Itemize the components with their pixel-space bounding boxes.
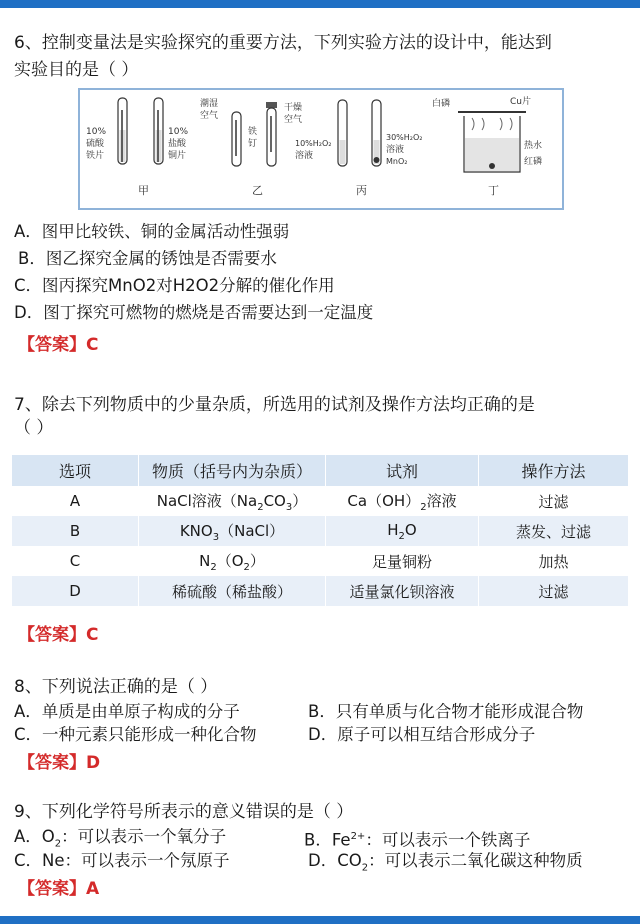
caption-bing: 丙 xyxy=(356,184,367,197)
label-bing-mno2: MnO₂ xyxy=(386,157,408,166)
cell-method: 过滤 xyxy=(479,576,629,606)
top-accent-bar xyxy=(0,0,640,8)
q9-stem: 9、下列化学符号所表示的意义错误的是（ ） xyxy=(14,802,354,822)
figure-jia xyxy=(86,98,188,197)
bottom-accent-bar xyxy=(0,916,640,924)
cell-option: D xyxy=(12,576,139,606)
cell-substance: $KNO_3(NaCl)$ xyxy=(139,516,326,546)
label-jia-acid: 10% xyxy=(86,127,107,137)
table-header-option: 选项 xyxy=(12,455,139,486)
q8-option-c: C．一种元素只能形成一种化合物 xyxy=(14,725,257,744)
q8-stem: 8、下列说法正确的是（ ） xyxy=(14,677,218,697)
cell-reagent: $Ca(OH)_2$溶液 xyxy=(326,486,479,516)
label-yi-humid: 潮湿 xyxy=(200,99,219,109)
q7-answer: 【答案】C xyxy=(18,625,99,645)
q8-answer: 【答案】D xyxy=(18,753,101,773)
label-bing-h2o2b: 30%H₂O₂ xyxy=(386,133,423,142)
q6-stem-line1: 6、控制变量法是实验探究的重要方法，下列实验方法的设计中，能达到 xyxy=(14,33,552,53)
label-yi-nail2: 钉 xyxy=(248,139,258,149)
table-row xyxy=(12,516,628,546)
label-jia-hcl2: 盐酸 xyxy=(168,139,187,149)
cell-reagent: 足量铜粉 xyxy=(326,546,479,576)
cell-method: 蒸发、过滤 xyxy=(479,516,629,546)
label-yi-air: 空气 xyxy=(200,111,219,121)
table-header-row xyxy=(12,455,628,486)
q9-option-a: A．$O_2$：可以表示一个氧分子 xyxy=(14,827,227,850)
q9-answer: 【答案】A xyxy=(18,879,100,899)
cell-substance: $N_2(O_2)$ xyxy=(139,546,326,576)
cell-method: 过滤 xyxy=(479,486,629,516)
label-ding-hot: 热水 xyxy=(524,141,543,151)
table-header-reagent: 试剂 xyxy=(326,455,479,486)
table-header-substance: 物质（括号内为杂质） xyxy=(139,455,326,486)
label-jia-acid2: 硫酸 xyxy=(86,139,105,149)
cell-method: 加热 xyxy=(479,546,629,576)
q6-experiment-figure xyxy=(78,88,564,210)
table-row xyxy=(12,576,628,606)
table-row xyxy=(12,546,628,576)
q9-option-c: C．Ne：可以表示一个氖原子 xyxy=(14,851,230,870)
q7-table xyxy=(12,455,628,606)
label-yi-dry: 干燥 xyxy=(284,103,303,113)
figure-yi xyxy=(200,97,302,197)
label-bing-sol: 溶液 xyxy=(295,151,314,161)
table-header-method: 操作方法 xyxy=(479,455,629,486)
caption-ding: 丁 xyxy=(488,184,499,197)
label-bing-h2o2: 10%H₂O₂ xyxy=(295,139,332,148)
cell-reagent: 适量氯化钡溶液 xyxy=(326,576,479,606)
cell-option: C xyxy=(12,546,139,576)
q7-stem-line2: （ ） xyxy=(14,418,54,438)
q9-option-d: D．$CO_2$：可以表示二氧化碳这种物质 xyxy=(308,851,583,874)
q7-stem-line1: 7、除去下列物质中的少量杂质，所选用的试剂及操作方法均正确的是 xyxy=(14,395,535,415)
cell-reagent: $H_2O$ xyxy=(326,516,479,546)
q6-option-c: C．图丙探究MnO2对H2O2分解的催化作用 xyxy=(14,276,335,295)
q8-option-d: D．原子可以相互结合形成分子 xyxy=(308,725,536,744)
label-bing-solb: 溶液 xyxy=(386,145,405,155)
q6-option-a: A．图甲比较铁、铜的金属活动性强弱 xyxy=(14,222,290,241)
q8-option-a: A．单质是由单原子构成的分子 xyxy=(14,702,240,721)
q6-answer: 【答案】C xyxy=(18,335,99,355)
label-yi-nail: 铁 xyxy=(248,127,258,137)
label-ding-cu: Cu片 xyxy=(510,97,531,107)
label-yi-air2: 空气 xyxy=(284,115,303,125)
q6-option-d: D．图丁探究可燃物的燃烧是否需要达到一定温度 xyxy=(14,303,374,322)
label-jia-cu: 铜片 xyxy=(168,151,187,161)
q8-option-b: B．只有单质与化合物才能形成混合物 xyxy=(308,702,584,721)
cell-option: A xyxy=(12,486,139,516)
label-jia-iron: 铁片 xyxy=(86,151,105,161)
caption-jia: 甲 xyxy=(138,184,149,197)
caption-yi: 乙 xyxy=(252,184,263,197)
cell-substance: 稀硫酸（稀盐酸） xyxy=(139,576,326,606)
label-ding-white: 白磷 xyxy=(432,99,451,109)
label-ding-red: 红磷 xyxy=(524,157,543,167)
q6-stem-line2: 实验目的是（ ） xyxy=(14,60,139,80)
figure-ding xyxy=(432,95,542,197)
cell-substance: NaCl溶液$(Na_2CO_3)$ xyxy=(139,486,326,516)
q9-option-b: B．$Fe^{2+}$：可以表示一个铁离子 xyxy=(304,830,531,850)
q6-option-b: B．图乙探究金属的锈蚀是否需要水 xyxy=(18,249,277,268)
label-jia-hcl: 10% xyxy=(168,127,189,137)
cell-option: B xyxy=(12,516,139,546)
figure-bing xyxy=(295,100,423,197)
table-row xyxy=(12,486,628,516)
